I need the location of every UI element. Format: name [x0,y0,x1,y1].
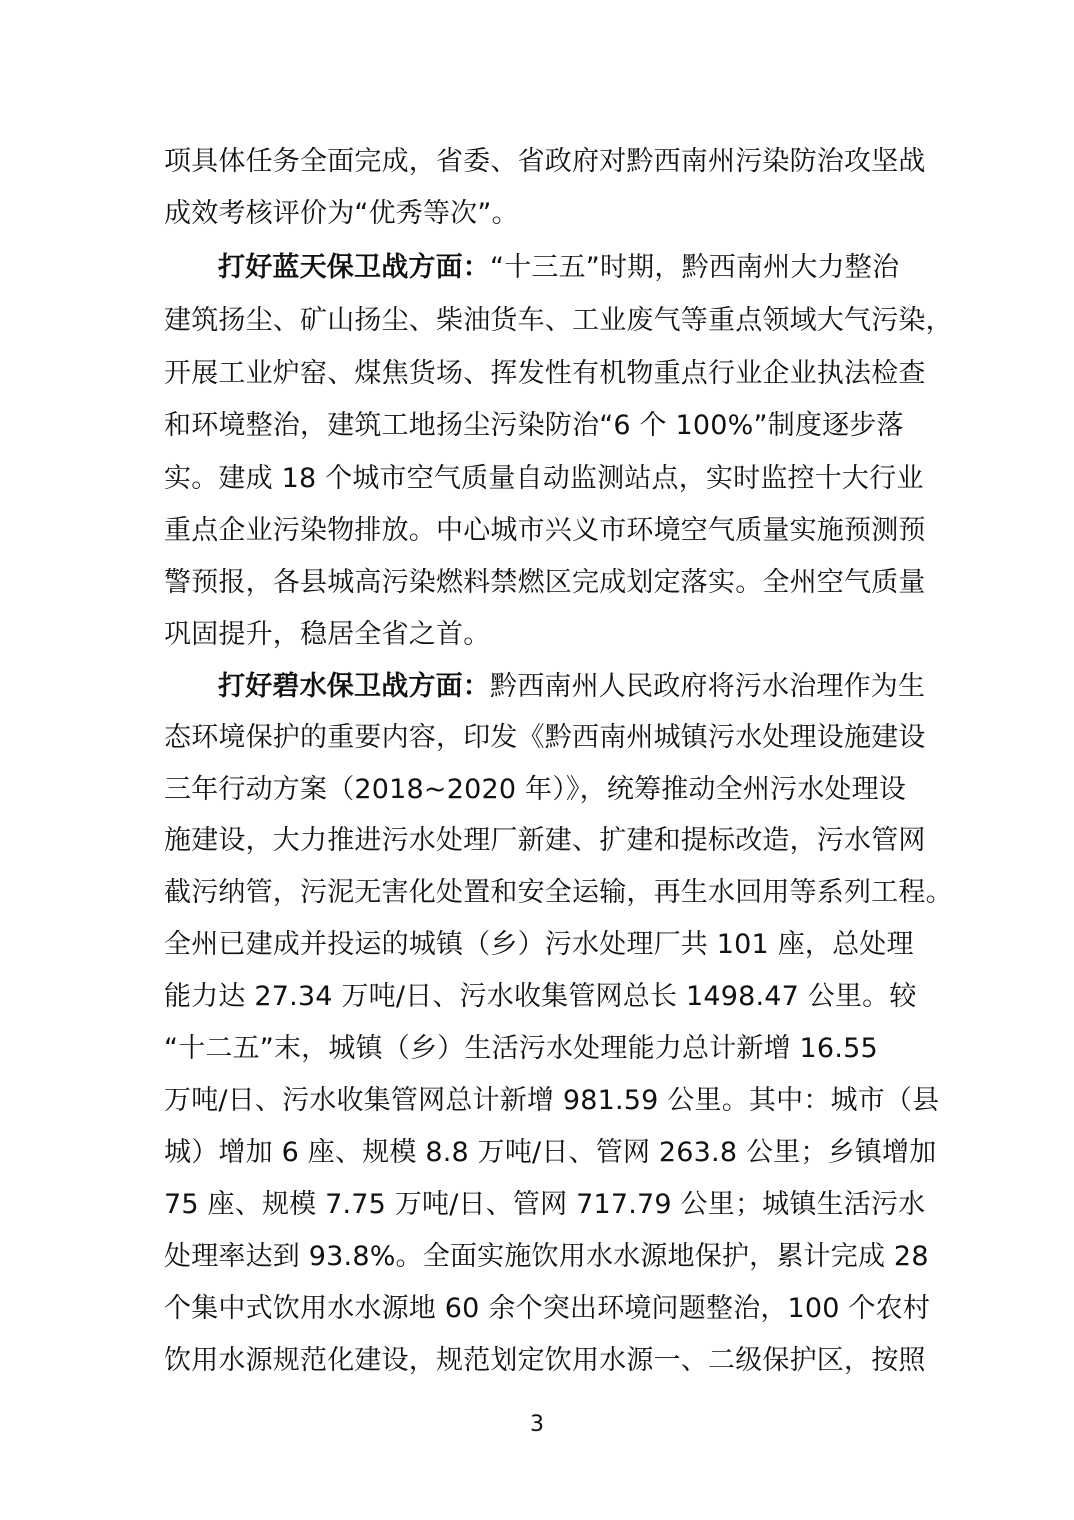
text-line: 重点企业污染物排放。中心城市兴义市环境空气质量实施预测预 [164,515,926,546]
text-line: 截污纳管，污泥无害化处置和安全运输，再生水回用等系列工程。 [164,877,953,908]
text-line: 饮用水源规范化建设，规范划定饮用水源一、二级保护区，按照 [164,1345,926,1376]
text-line: “十二五”末，城镇（乡）生活污水处理能力总计新增 16.55 [164,1033,878,1064]
text-line: 巩固提升，稳居全省之首。 [164,619,491,650]
text-line: 75 座、规模 7.75 万吨/日、管网 717.79 公里；城镇生活污水 [164,1189,926,1220]
section-heading-blue-sky: 打好蓝天保卫战方面： [218,252,490,283]
paragraph-first-line [218,248,899,288]
text-line: 处理率达到 93.8%。全面实施饮用水水源地保护，累计完成 28 [164,1241,929,1272]
text-line: 个集中式饮用水水源地 60 余个突出环境问题整治，100 个农村 [164,1293,931,1324]
paragraph-first-line [218,667,925,707]
text-line: 城）增加 6 座、规模 8.8 万吨/日、管网 263.8 公里；乡镇增加 [164,1137,937,1168]
section-heading-clear-water: 打好碧水保卫战方面： [218,671,490,702]
text-line: 实。建成 18 个城市空气质量自动监测站点，实时监控十大行业 [164,463,924,494]
text-line: 施建设，大力推进污水处理厂新建、扩建和提标改造，污水管网 [164,825,926,856]
text-line: 和环境整治，建筑工地扬尘污染防治“6 个 100%”制度逐步落 [164,410,904,441]
text-line: 态环境保护的重要内容，印发《黔西南州城镇污水处理设施建设 [164,722,926,753]
text-line: 开展工业炉窑、煤焦货场、挥发性有机物重点行业企业执法检查 [164,358,926,389]
text-line: 成效考核评价为“优秀等次”。 [164,198,519,229]
text-line: 能力达 27.34 万吨/日、污水收集管网总长 1498.47 公里。较 [164,981,917,1012]
text-run: “十三五”时期，黔西南州大力整治 [490,252,900,283]
text-line: 建筑扬尘、矿山扬尘、柴油货车、工业废气等重点领域大气污染， [164,305,953,336]
text-line: 万吨/日、污水收集管网总计新增 981.59 公里。其中：城市（县 [164,1085,940,1116]
text-line: 警预报，各县城高污染燃料禁燃区完成划定落实。全州空气质量 [164,567,926,598]
text-run: 黔西南州人民政府将污水治理作为生 [490,671,926,702]
text-line: 全州已建成并投运的城镇（乡）污水处理厂共 101 座，总处理 [164,929,914,960]
text-line: 项具体任务全面完成，省委、省政府对黔西南州污染防治攻坚战 [164,146,926,177]
text-line: 三年行动方案（2018~2020 年）》，统筹推动全州污水处理设 [164,774,907,805]
page-number: 3 [530,1412,544,1437]
